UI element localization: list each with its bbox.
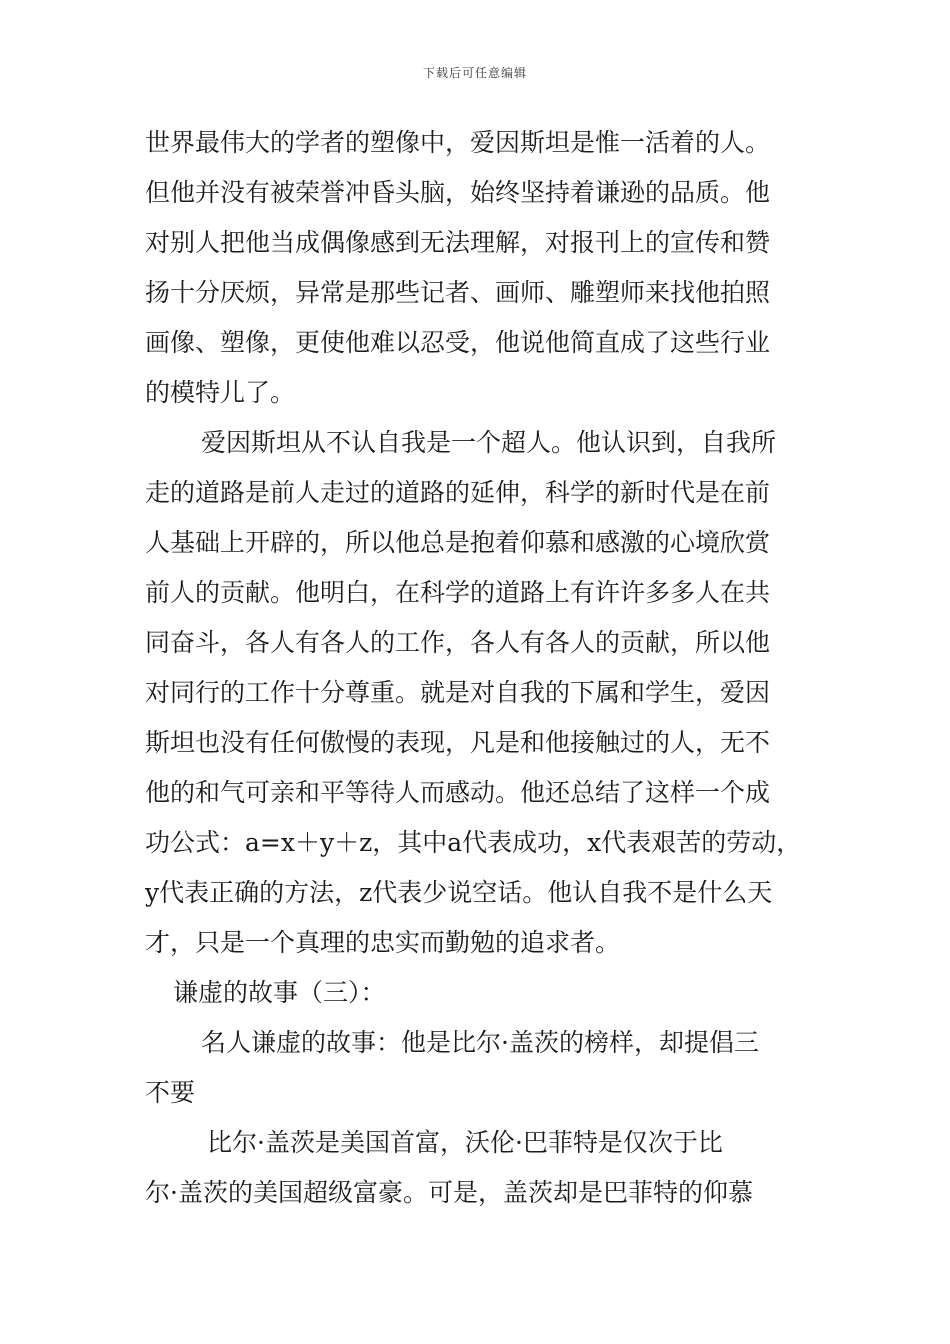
paragraph-start-line: 爱因斯坦从不认自我是一个超人。他认识到，自我所 <box>201 428 777 457</box>
text-line: 画像、塑像，更使他难以忍受，他说他简直成了这些行业 <box>145 328 771 357</box>
text-line: 对同行的工作十分尊重。就是对自我的下属和学生，爱因 <box>145 678 771 707</box>
page-header: 下载后可任意编辑 <box>422 66 527 80</box>
text-line: 世界最伟大的学者的塑像中，爱因斯坦是惟一活着的人。 <box>145 128 771 157</box>
text-line: 对别人把他当成偶像感到无法理解，对报刊上的宣传和赞 <box>145 228 771 257</box>
document-body <box>145 118 817 1218</box>
section-heading: 谦虚的故事（三）： <box>173 978 386 1007</box>
text-line: 功公式：a=x＋y＋z，其中a代表成功，x代表艰苦的劳动， <box>145 828 802 857</box>
text-line: 斯坦也没有任何傲慢的表现，凡是和他接触过的人，无不 <box>145 728 771 757</box>
text-line: y代表正确的方法，z代表少说空话。他认自我不是什么天 <box>145 878 773 907</box>
text-line: 前人的贡献。他明白，在科学的道路上有许许多多人在共 <box>145 578 771 607</box>
text-line: 的模特儿了。 <box>145 378 296 407</box>
text-line: 走的道路是前人走过的道路的延伸，科学的新时代是在前 <box>145 478 771 507</box>
text-line: 扬十分厌烦，异常是那些记者、画师、雕塑师来找他拍照 <box>145 278 771 307</box>
text-line: 尔·盖茨的美国超级富豪。可是，盖茨却是巴菲特的仰慕 <box>145 1178 753 1207</box>
text-line: 人基础上开辟的，所以他总是抱着仰慕和感激的心境欣赏 <box>145 528 771 557</box>
text-line: 同奋斗，各人有各人的工作，各人有各人的贡献，所以他 <box>145 628 771 657</box>
text-line: 但他并没有被荣誉冲昏头脑，始终坚持着谦逊的品质。他 <box>145 178 771 207</box>
text-line: 他的和气可亲和平等待人而感动。他还总结了这样一个成 <box>145 778 771 807</box>
text-line: 不要 <box>145 1078 196 1107</box>
text-line: 才，只是一个真理的忠实而勤勉的追求者。 <box>145 928 621 957</box>
paragraph-start-line: 比尔·盖茨是美国首富，沃伦·巴菲特是仅次于比 <box>207 1128 723 1157</box>
paragraph-start-line: 名人谦虚的故事：他是比尔·盖茨的榜样，却提倡三 <box>201 1028 759 1057</box>
